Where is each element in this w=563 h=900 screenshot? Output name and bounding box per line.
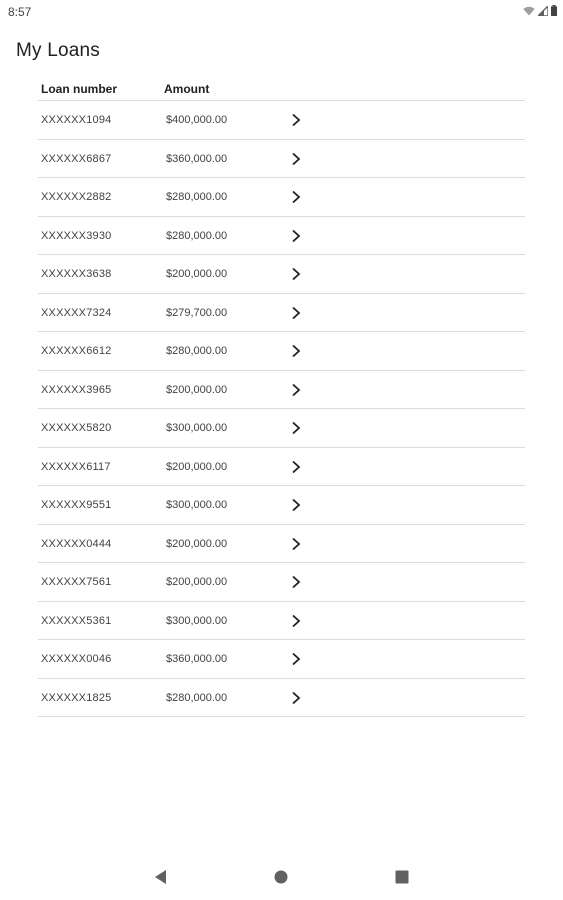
chevron-right-icon[interactable]: [290, 691, 302, 705]
chevron-right-icon[interactable]: [290, 190, 302, 204]
chevron-right-icon[interactable]: [290, 421, 302, 435]
chevron-right-icon[interactable]: [290, 152, 302, 166]
table-row[interactable]: [38, 332, 525, 371]
table-row[interactable]: [38, 217, 525, 256]
amount-cell: $280,000.00: [166, 229, 228, 242]
battery-icon: [551, 5, 557, 16]
amount-cell: $400,000.00: [166, 114, 228, 126]
cell-signal-icon: [538, 6, 548, 16]
chevron-right-icon[interactable]: [290, 267, 302, 281]
status-icons: [523, 5, 557, 16]
chevron-right-icon[interactable]: [290, 460, 302, 474]
amount-cell: $300,000.00: [166, 422, 228, 434]
loan-number-cell: XXXXXX6612: [41, 345, 112, 357]
home-icon: [274, 870, 288, 884]
wifi-icon: [523, 6, 535, 16]
loans-table: [38, 78, 525, 717]
chevron-right-icon[interactable]: [290, 498, 302, 512]
amount-cell: $300,000.00: [166, 499, 228, 511]
loan-number-cell: XXXXXX6117: [41, 460, 111, 473]
back-icon: [154, 869, 168, 885]
loan-number-cell: XXXXXX0444: [41, 537, 112, 550]
recents-icon: [395, 870, 409, 884]
loan-number-cell: XXXXXX3638: [41, 268, 112, 280]
status-time: 8:57: [8, 5, 32, 19]
table-row[interactable]: [38, 178, 525, 217]
table-header: [38, 78, 525, 101]
recents-button[interactable]: [393, 868, 411, 886]
table-row[interactable]: [38, 563, 525, 602]
page-title: My Loans: [16, 40, 100, 61]
back-button[interactable]: [152, 868, 170, 886]
chevron-right-icon[interactable]: [290, 113, 302, 127]
loan-number-cell: XXXXXX7324: [41, 306, 112, 319]
table-body: [38, 101, 525, 717]
home-button[interactable]: [272, 868, 290, 886]
loan-number-cell: XXXXXX5361: [41, 614, 112, 627]
table-row[interactable]: [38, 409, 525, 448]
amount-cell: $200,000.00: [166, 383, 228, 396]
amount-cell: $360,000.00: [166, 653, 228, 665]
amount-cell: $200,000.00: [166, 576, 228, 588]
status-bar: [0, 0, 563, 24]
table-row[interactable]: [38, 486, 525, 525]
chevron-right-icon[interactable]: [290, 306, 302, 320]
amount-cell: $360,000.00: [166, 152, 228, 165]
amount-cell: $200,000.00: [166, 460, 228, 473]
table-row[interactable]: [38, 602, 525, 641]
loan-number-cell: XXXXXX3930: [41, 229, 112, 242]
amount-cell: $280,000.00: [166, 191, 228, 203]
chevron-right-icon[interactable]: [290, 614, 302, 628]
amount-cell: $279,700.00: [166, 306, 228, 319]
loan-number-cell: XXXXXX0046: [41, 653, 112, 665]
loan-number-cell: XXXXXX3965: [41, 383, 112, 396]
amount-column-header: Amount: [164, 82, 210, 96]
table-row[interactable]: [38, 371, 525, 410]
amount-cell: $280,000.00: [166, 691, 228, 704]
chevron-right-icon[interactable]: [290, 575, 302, 589]
chevron-right-icon[interactable]: [290, 652, 302, 666]
table-row[interactable]: [38, 255, 525, 294]
amount-cell: $280,000.00: [166, 345, 228, 357]
amount-cell: $200,000.00: [166, 268, 228, 280]
table-row[interactable]: [38, 294, 525, 333]
table-row[interactable]: [38, 140, 525, 179]
loan-number-cell: XXXXXX9551: [41, 499, 112, 511]
loan-number-cell: XXXXXX6867: [41, 152, 112, 165]
loan-number-cell: XXXXXX5820: [41, 422, 112, 434]
chevron-right-icon[interactable]: [290, 229, 302, 243]
loan-number-cell: XXXXXX7561: [41, 576, 112, 588]
loan-number-column-header: Loan number: [41, 82, 118, 96]
navigation-bar: [0, 852, 563, 900]
chevron-right-icon[interactable]: [290, 537, 302, 551]
chevron-right-icon[interactable]: [290, 383, 302, 397]
amount-cell: $200,000.00: [166, 537, 228, 550]
table-row[interactable]: [38, 640, 525, 679]
amount-cell: $300,000.00: [166, 614, 228, 627]
loan-number-cell: XXXXXX1094: [41, 114, 112, 126]
table-row[interactable]: [38, 679, 525, 718]
table-row[interactable]: [38, 525, 525, 564]
loan-number-cell: XXXXXX1825: [41, 691, 112, 704]
table-row[interactable]: [38, 448, 525, 487]
loan-number-cell: XXXXXX2882: [41, 191, 112, 203]
table-row[interactable]: [38, 101, 525, 140]
chevron-right-icon[interactable]: [290, 344, 302, 358]
